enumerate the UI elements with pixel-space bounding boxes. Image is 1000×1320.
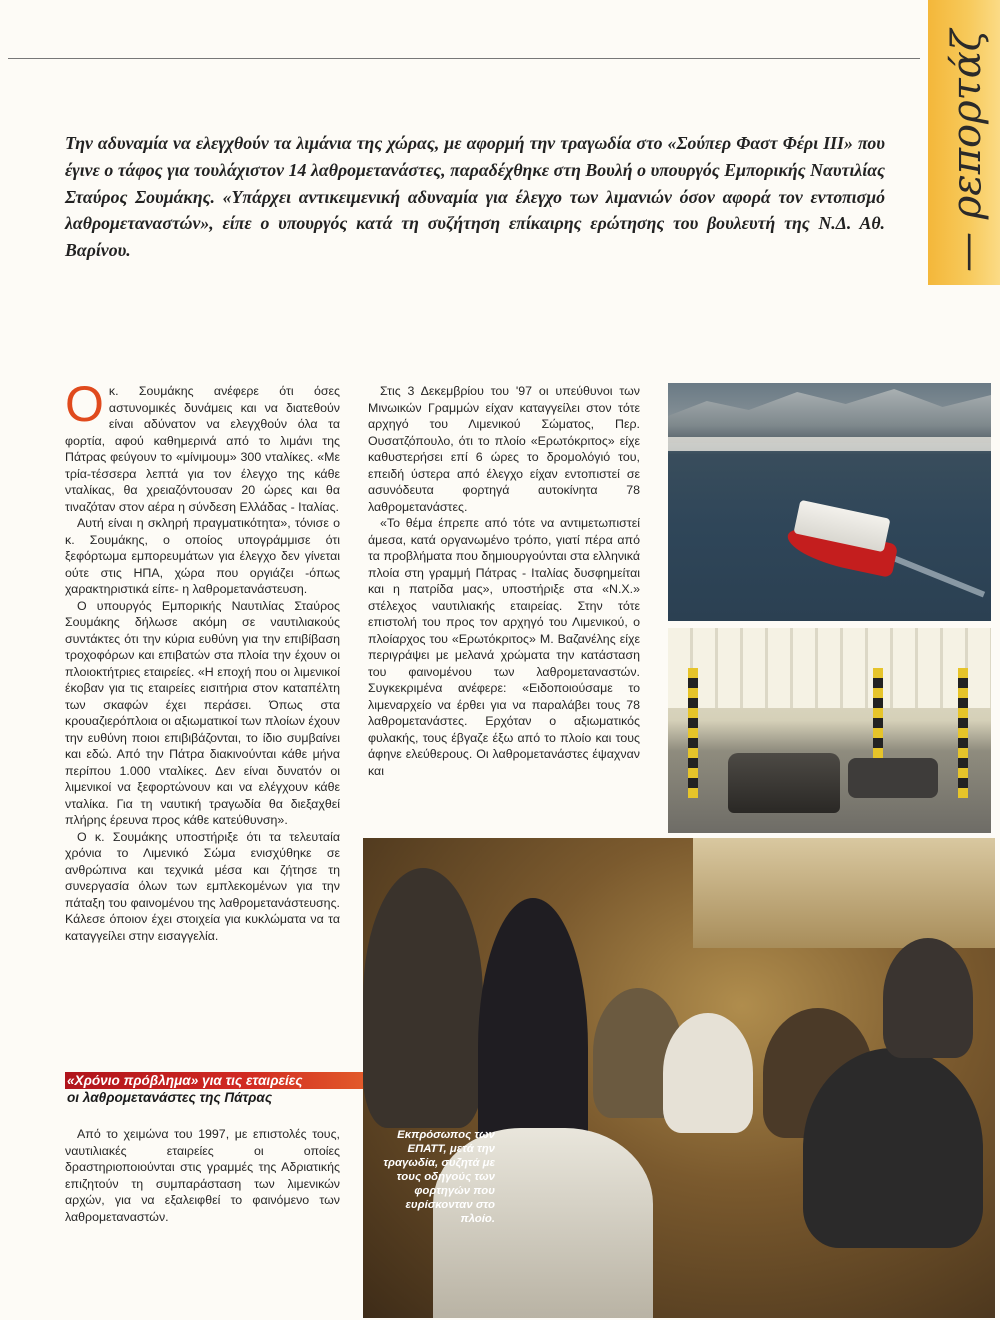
deck-pillar: [688, 668, 698, 798]
column2-paragraph: Στις 3 Δεκεμβρίου του '97 οι υπεύθυνοι των Μινωικών Γραμμών είχαν καταγγείλει στον τότε αρχηγό του Λιμενικού Σώματος, Περ. Ουσατζόπουλο, ότι το πλοίο «Ερωτόκριτος» είχε καθυστερήσει επί 6 ώρες το δρομολόγιό του, επειδή ύστερα από έλεγχο είχαν εντοπιστεί σε ασυνόδευτα φορτηγά αυτοκίνητα 78 λαθρομετανάστες.: [368, 384, 640, 514]
person: [803, 1048, 983, 1248]
person: [883, 938, 973, 1058]
person: [663, 1013, 753, 1133]
deck-ceiling: [668, 628, 991, 708]
ship-wake: [881, 551, 985, 598]
column1-paragraph: Ο υπουργός Εμπορικής Ναυτιλίας Σταύρος Σουμάκης δήλωσε ακόμη σε ναυτιλιακούς συντάκτες ότι την κύρια ευθύνη για την επιβίβαση τροχοφόρων και επιβατών στα πλοία την έχουν οι πλοιοκτήτριες εταιρείες. «Η εποχή που οι λιμενικοί έκοβαν για τις εταιρείες εισιτήρια στον καταπέλτη των σκαφών έχει περάσει. Όπως στα κρουαζιερόπλοια οι αξιωματικοί των πλοίων έχουν την ευθύνη ποιοι επιβιβάζονται, το ίδιο συμβαίνει και εδώ. Από την Πάτρα διακινούνται κάθε μήνα περίπου 1.000 νταλίκες. Δεν είναι δυνατόν οι λιμενικοί να ξεφορτώνουν και να ελέγχουν κάθε νταλίκα. Για τη ναυτική τραγωδία θα διεξαχθεί πλήρης έρευνα προς κάθε κατεύθυνση».: [65, 598, 340, 827]
subheading-highlight: «Χρόνιο πρόβλημα»: [67, 1073, 199, 1088]
meeting-photo: [363, 838, 995, 1318]
car-deck-photo: [668, 628, 991, 833]
shoreline: [668, 437, 991, 451]
article-column-1: [65, 376, 340, 944]
column2-paragraph: «Το θέμα έπρεπε από τότε να αντιμετωπιστεί άμεσα, κατά οργανωμένο τρόπο, γιατί πέρα από τα προβλήματα που δημιουργούνται στα ελληνικά πλοία στη γραμμή Πάτρας - Ιταλίας δυσφημείται και η πατρίδα μας», υποστήριξε στα «Ν.Χ.» στέλεχος ναυτιλιακής εταιρείας. Στην τότε επιστολή του προς τον αρχηγό του Λιμενικού, ο πλοίαρχος του «Ερωτόκριτος» Μ. Βαζανέλης είχε περιγράψει με μελανά χρώματα την κατάσταση του φαινομένου των λαθρομεταναστών. Συγκεκριμένα ανέφερε: «Ειδοποιούσαμε το λιμεναρχείο να έρθει για να παραλάβει τους 78 λαθρομετανάστες. Ερχόταν ο αξιωματικός φυλακής, τους έβγαζε έξω από το πλοίο και τους άφηνε ελεύθερους. Οι λαθρομετανάστες έψαχναν και: [368, 516, 640, 778]
article-column-2: [368, 383, 640, 779]
deck-pillar: [958, 668, 968, 798]
person: [363, 868, 483, 1128]
subheading-line-1: [65, 1072, 343, 1089]
subheading-line-1-rest: για τις εταιρείες: [198, 1073, 303, 1088]
drop-cap: Ο: [65, 376, 104, 432]
article-column-1-continued: [65, 1126, 340, 1225]
subheading-line-2: οι λαθρομετανάστες της Πάτρας: [67, 1090, 273, 1105]
top-rule: [8, 58, 920, 59]
sedan-car: [728, 753, 840, 813]
intro-lead: Την αδυναμία να ελεγχθούν τα λιμάνια της χώρας, με αφορμή την τραγωδία στο «Σούπερ Φαστ Φέρι ΙΙΙ» που έγινε ο τάφος για τουλάχιστον 14 λαθρομετανάστες, παραδέχθηκε στη Βουλή ο υπουργός Εμπορικής Ναυτιλίας Σταύρος Σουμάκης. «Υπάρχει αντικειμενική αδυναμία για έλεγχο των λιμανιών όσον αφορά τον εντοπισμό λαθρομεταναστών», είπε ο υπουργός κατά τη συζήτηση επίκαιρης ερώτησης του βουλευτή της Ν.Δ. Αθ. Βαρίνου.: [65, 133, 885, 261]
column1-paragraph-text: κ. Σουμάκης ανέφερε ότι όσες αστυνομικές δυνάμεις και να διατεθούν είναι αδύνατον να ελεγχθούν όλα τα φορτία, αφού καθημερινά από το λιμάνι της Πάτρας φεύγουν το «μίνιμουμ» 300 νταλίκες. «Με τρία-τέσσερα λεπτά για τον έλεγχο της κάθε νταλίκας, θα χρειαζόντουσαν 20 ώρες και θα τιναζόταν στον αέρα η σύνδεση Ελλάδας - Ιταλίας.: [65, 384, 340, 514]
section-label: — ρεπορτάζ: [942, 30, 992, 280]
photo-caption: Εκπρόσωπος των ΕΠΑΤΤ, μετά την τραγωδία, συζητά με τους οδηγούς των φορτηγών που ευρίσκονταν στο πλοίο.: [383, 1129, 495, 1225]
ferry-photo: [668, 383, 991, 621]
column1-after-paragraph: Από το χειμώνα του 1997, με επιστολές τους, ναυτιλιακές εταιρείες οι οποίες δραστηριοποιούνται στις γραμμές της Αδριατικής επιζητούν τη συμπαράσταση των λιμενικών αρχών, για να εξαλειφθεί το φαινόμενο των λαθρομεταναστών.: [65, 1127, 340, 1224]
subheading: [65, 1072, 343, 1106]
column1-paragraph: [65, 376, 340, 515]
column1-paragraph: Ο κ. Σουμάκης υποστήριξε ότι τα τελευταία χρόνια το Λιμενικό Σώμα ενισχύθηκε σε ανθρώπινα και τεχνικά μέσα και ζήτησε τη συνεργασία όλων των εμπλεκομένων για την πάταξη του φαινομένου της λαθρομετανάστευσης. Κάλεσε όποιον έχει στοιχεία για κυκλώματα να τα καταγγείλει στην εισαγγελία.: [65, 829, 340, 943]
column1-paragraph: Αυτή είναι η σκληρή πραγματικότητα», τόνισε ο κ. Σουμάκης, ο οποίος υπογράμμισε ότι ξεφόρτωμα εμπορευμάτων για έλεγχο δεν γίνεται ούτε στις ΗΠΑ, χώρα που οργιάζει -όπως χαρακτηριστικά είπε- η λαθρομετανάστευση.: [65, 516, 340, 596]
back-wall: [693, 838, 995, 948]
parked-car: [848, 758, 938, 798]
mountains: [668, 383, 991, 443]
